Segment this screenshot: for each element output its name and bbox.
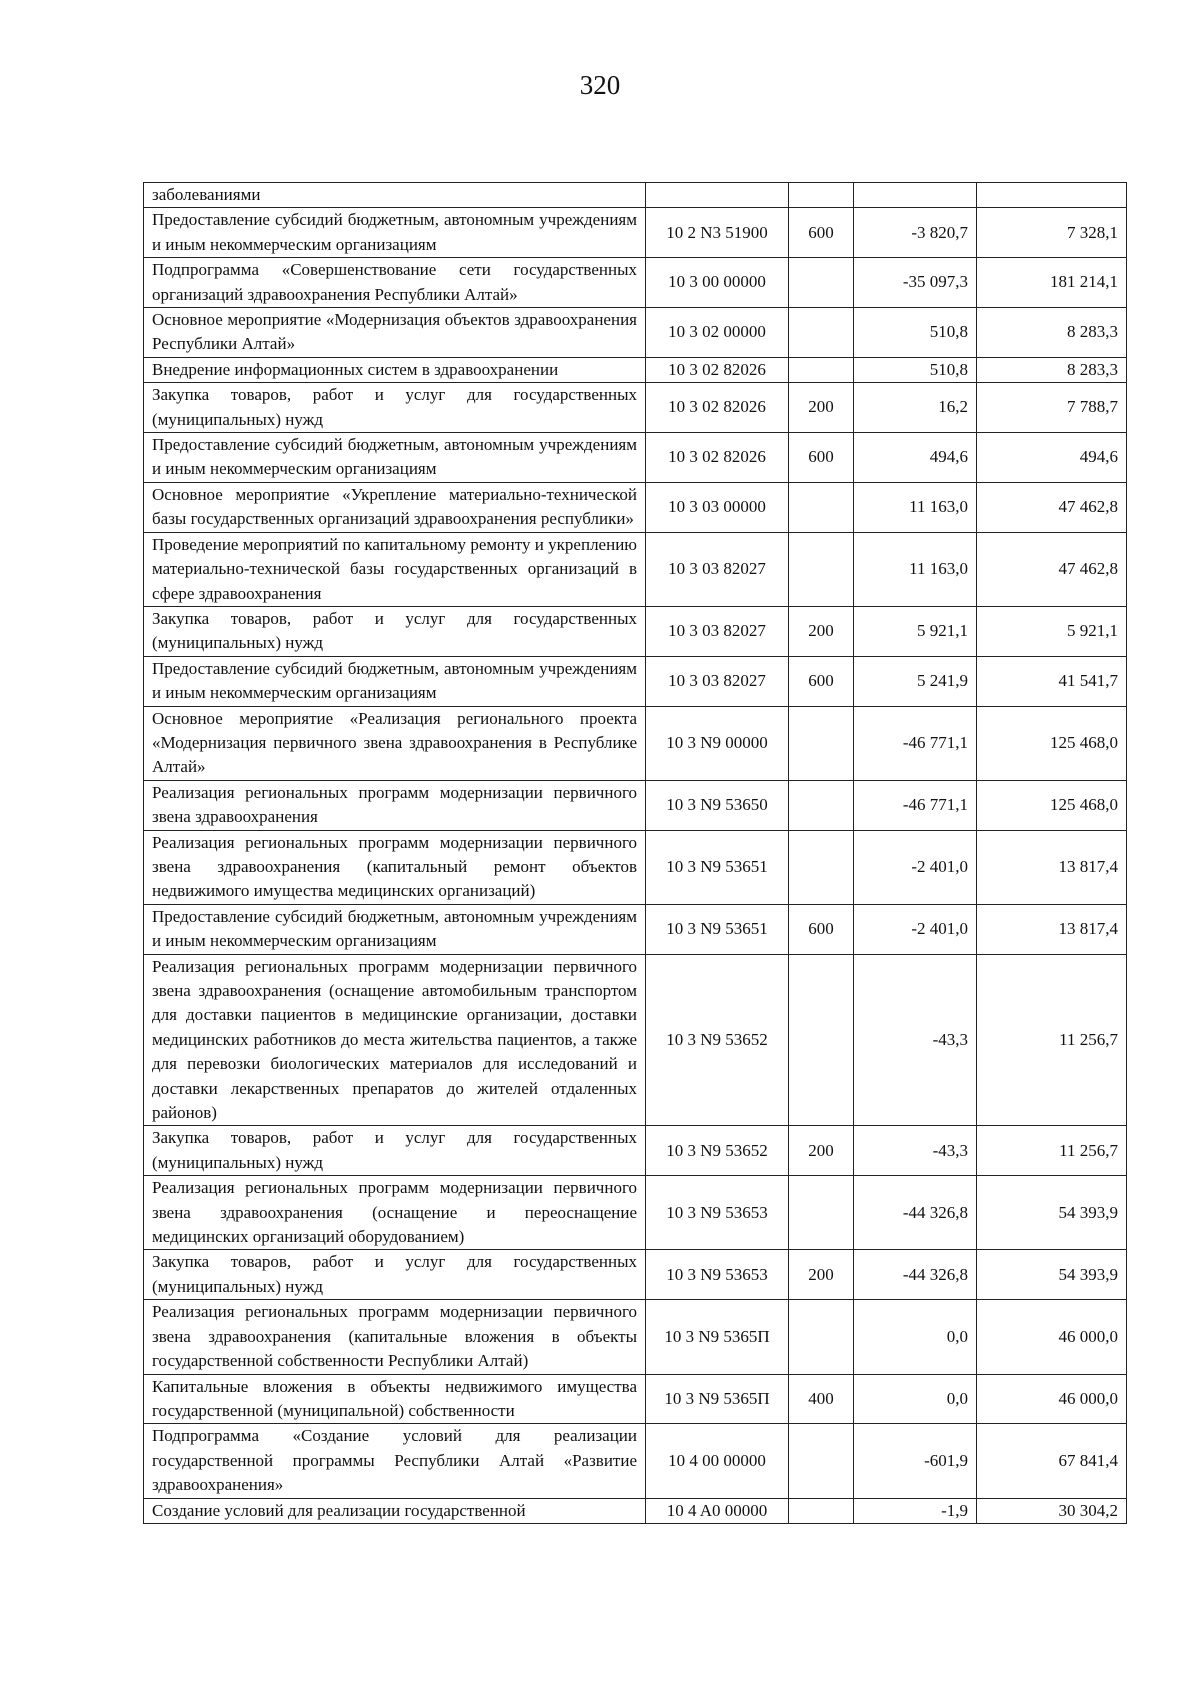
row-name: Закупка товаров, работ и услуг для государственных (муниципальных) нужд xyxy=(144,606,646,656)
row-code: 10 3 03 82027 xyxy=(646,532,789,606)
row-name: Подпрограмма «Совершенствование сети государственных организаций здравоохранения Республики Алтай» xyxy=(144,258,646,308)
row-name: Основное мероприятие «Реализация регионального проекта «Модернизация первичного звена здравоохранения в Республике Алтай» xyxy=(144,706,646,780)
row-name: Закупка товаров, работ и услуг для государственных (муниципальных) нужд xyxy=(144,383,646,433)
row-change: 16,2 xyxy=(854,383,977,433)
row-change: 11 163,0 xyxy=(854,532,977,606)
row-expense-type: 400 xyxy=(789,1374,854,1424)
row-expense-type xyxy=(789,706,854,780)
row-expense-type: 600 xyxy=(789,904,854,954)
row-code: 10 3 03 82027 xyxy=(646,606,789,656)
row-change: -46 771,1 xyxy=(854,706,977,780)
table-row xyxy=(144,606,1127,656)
table-row xyxy=(144,1498,1127,1523)
row-change: 0,0 xyxy=(854,1374,977,1424)
row-code: 10 3 N9 53652 xyxy=(646,1126,789,1176)
row-name: Капитальные вложения в объекты недвижимого имущества государственной (муниципальной) собственности xyxy=(144,1374,646,1424)
row-code: 10 3 03 00000 xyxy=(646,482,789,532)
row-change: -3 820,7 xyxy=(854,208,977,258)
table-row xyxy=(144,383,1127,433)
table-row xyxy=(144,1126,1127,1176)
row-expense-type xyxy=(789,258,854,308)
row-code: 10 4 A0 00000 xyxy=(646,1498,789,1523)
row-change: -2 401,0 xyxy=(854,830,977,904)
row-total: 46 000,0 xyxy=(977,1374,1127,1424)
row-total: 5 921,1 xyxy=(977,606,1127,656)
table-row xyxy=(144,258,1127,308)
row-code: 10 3 02 00000 xyxy=(646,308,789,358)
row-expense-type xyxy=(789,830,854,904)
row-expense-type xyxy=(789,308,854,358)
row-total: 8 283,3 xyxy=(977,308,1127,358)
table-row xyxy=(144,208,1127,258)
row-name: Предоставление субсидий бюджетным, автономным учреждениям и иным некоммерческим организациям xyxy=(144,656,646,706)
table-row xyxy=(144,706,1127,780)
row-expense-type: 600 xyxy=(789,656,854,706)
row-code: 10 3 N9 53653 xyxy=(646,1250,789,1300)
row-name: Проведение мероприятий по капитальному ремонту и укреплению материально-технической базы государственных организаций в сфере здравоохранения xyxy=(144,532,646,606)
table-row xyxy=(144,183,1127,208)
row-name: Предоставление субсидий бюджетным, автономным учреждениям и иным некоммерческим организациям xyxy=(144,904,646,954)
row-code: 10 3 02 82026 xyxy=(646,383,789,433)
row-expense-type: 200 xyxy=(789,606,854,656)
row-code: 10 3 03 82027 xyxy=(646,656,789,706)
row-total: 7 788,7 xyxy=(977,383,1127,433)
row-expense-type xyxy=(789,183,854,208)
row-total: 47 462,8 xyxy=(977,482,1127,532)
row-change: -35 097,3 xyxy=(854,258,977,308)
row-name: Реализация региональных программ модернизации первичного звена здравоохранения (капитальные вложения в объекты государственной собственности Республики Алтай) xyxy=(144,1300,646,1374)
row-total: 54 393,9 xyxy=(977,1176,1127,1250)
row-change: 494,6 xyxy=(854,433,977,483)
row-change: 5 241,9 xyxy=(854,656,977,706)
row-name: заболеваниями xyxy=(144,183,646,208)
row-code: 10 3 N9 5365П xyxy=(646,1300,789,1374)
row-expense-type xyxy=(789,1300,854,1374)
row-expense-type xyxy=(789,780,854,830)
row-expense-type xyxy=(789,532,854,606)
table-row xyxy=(144,357,1127,382)
row-change: -601,9 xyxy=(854,1424,977,1498)
row-expense-type xyxy=(789,1498,854,1523)
row-total: 125 468,0 xyxy=(977,706,1127,780)
budget-table-body xyxy=(144,183,1127,1524)
budget-table xyxy=(143,182,1127,1524)
row-code: 10 3 N9 53652 xyxy=(646,954,789,1126)
row-name: Внедрение информационных систем в здравоохранении xyxy=(144,357,646,382)
row-code: 10 3 N9 00000 xyxy=(646,706,789,780)
row-total: 47 462,8 xyxy=(977,532,1127,606)
page-number: 320 xyxy=(579,70,621,100)
row-change: 5 921,1 xyxy=(854,606,977,656)
row-total: 11 256,7 xyxy=(977,1126,1127,1176)
row-change: -44 326,8 xyxy=(854,1176,977,1250)
table-row xyxy=(144,532,1127,606)
row-change: -43,3 xyxy=(854,1126,977,1176)
row-code: 10 3 02 82026 xyxy=(646,433,789,483)
row-name: Создание условий для реализации государственной xyxy=(144,1498,646,1523)
row-name: Предоставление субсидий бюджетным, автономным учреждениям и иным некоммерческим организациям xyxy=(144,433,646,483)
row-change: 0,0 xyxy=(854,1300,977,1374)
row-total: 46 000,0 xyxy=(977,1300,1127,1374)
row-expense-type xyxy=(789,357,854,382)
row-change: -44 326,8 xyxy=(854,1250,977,1300)
row-name: Реализация региональных программ модернизации первичного звена здравоохранения (оснащение и переоснащение медицинских организаций оборудованием) xyxy=(144,1176,646,1250)
table-row xyxy=(144,1176,1127,1250)
row-change xyxy=(854,183,977,208)
row-expense-type xyxy=(789,482,854,532)
row-expense-type xyxy=(789,1424,854,1498)
row-change: -2 401,0 xyxy=(854,904,977,954)
row-expense-type: 200 xyxy=(789,383,854,433)
row-total: 54 393,9 xyxy=(977,1250,1127,1300)
row-name: Основное мероприятие «Модернизация объектов здравоохранения Республики Алтай» xyxy=(144,308,646,358)
row-total: 13 817,4 xyxy=(977,830,1127,904)
row-code: 10 3 00 00000 xyxy=(646,258,789,308)
row-change: 11 163,0 xyxy=(854,482,977,532)
row-total: 494,6 xyxy=(977,433,1127,483)
row-change: -1,9 xyxy=(854,1498,977,1523)
row-total: 181 214,1 xyxy=(977,258,1127,308)
table-row xyxy=(144,904,1127,954)
row-change: -46 771,1 xyxy=(854,780,977,830)
table-row xyxy=(144,954,1127,1126)
row-code: 10 3 N9 53653 xyxy=(646,1176,789,1250)
row-code: 10 3 N9 53650 xyxy=(646,780,789,830)
table-row xyxy=(144,780,1127,830)
row-total: 67 841,4 xyxy=(977,1424,1127,1498)
row-code: 10 3 02 82026 xyxy=(646,357,789,382)
row-expense-type: 600 xyxy=(789,208,854,258)
row-expense-type xyxy=(789,954,854,1126)
row-expense-type: 200 xyxy=(789,1126,854,1176)
table-row xyxy=(144,482,1127,532)
row-name: Предоставление субсидий бюджетным, автономным учреждениям и иным некоммерческим организациям xyxy=(144,208,646,258)
row-total: 30 304,2 xyxy=(977,1498,1127,1523)
row-total: 7 328,1 xyxy=(977,208,1127,258)
row-name: Закупка товаров, работ и услуг для государственных (муниципальных) нужд xyxy=(144,1126,646,1176)
row-expense-type: 600 xyxy=(789,433,854,483)
row-code: 10 2 N3 51900 xyxy=(646,208,789,258)
row-code: 10 3 N9 53651 xyxy=(646,830,789,904)
row-name: Закупка товаров, работ и услуг для государственных (муниципальных) нужд xyxy=(144,1250,646,1300)
row-code xyxy=(646,183,789,208)
row-expense-type xyxy=(789,1176,854,1250)
row-total: 11 256,7 xyxy=(977,954,1127,1126)
table-row xyxy=(144,1424,1127,1498)
row-name: Реализация региональных программ модернизации первичного звена здравоохранения (капитальный ремонт объектов недвижимого имущества медицинских организаций) xyxy=(144,830,646,904)
row-total xyxy=(977,183,1127,208)
row-name: Подпрограмма «Создание условий для реализации государственной программы Республики Алтай «Развитие здравоохранения» xyxy=(144,1424,646,1498)
row-code: 10 4 00 00000 xyxy=(646,1424,789,1498)
table-row xyxy=(144,1300,1127,1374)
table-row xyxy=(144,656,1127,706)
row-total: 13 817,4 xyxy=(977,904,1127,954)
row-code: 10 3 N9 53651 xyxy=(646,904,789,954)
row-change: -43,3 xyxy=(854,954,977,1126)
row-name: Реализация региональных программ модернизации первичного звена здравоохранения xyxy=(144,780,646,830)
row-total: 41 541,7 xyxy=(977,656,1127,706)
row-code: 10 3 N9 5365П xyxy=(646,1374,789,1424)
row-change: 510,8 xyxy=(854,308,977,358)
row-name: Основное мероприятие «Укрепление материально-технической базы государственных организаций здравоохранения республики» xyxy=(144,482,646,532)
row-total: 125 468,0 xyxy=(977,780,1127,830)
table-row xyxy=(144,433,1127,483)
row-expense-type: 200 xyxy=(789,1250,854,1300)
table-row xyxy=(144,1374,1127,1424)
table-row xyxy=(144,830,1127,904)
row-total: 8 283,3 xyxy=(977,357,1127,382)
row-name: Реализация региональных программ модернизации первичного звена здравоохранения (оснащение автомобильным транспортом для доставки пациентов в медицинские организации, доставки медицинских работников до места жительства пациентов, а также для перевозки биологических материалов для исследований и доставки лекарственных препаратов до жителей отдаленных районов) xyxy=(144,954,646,1126)
table-row xyxy=(144,1250,1127,1300)
table-row xyxy=(144,308,1127,358)
row-change: 510,8 xyxy=(854,357,977,382)
